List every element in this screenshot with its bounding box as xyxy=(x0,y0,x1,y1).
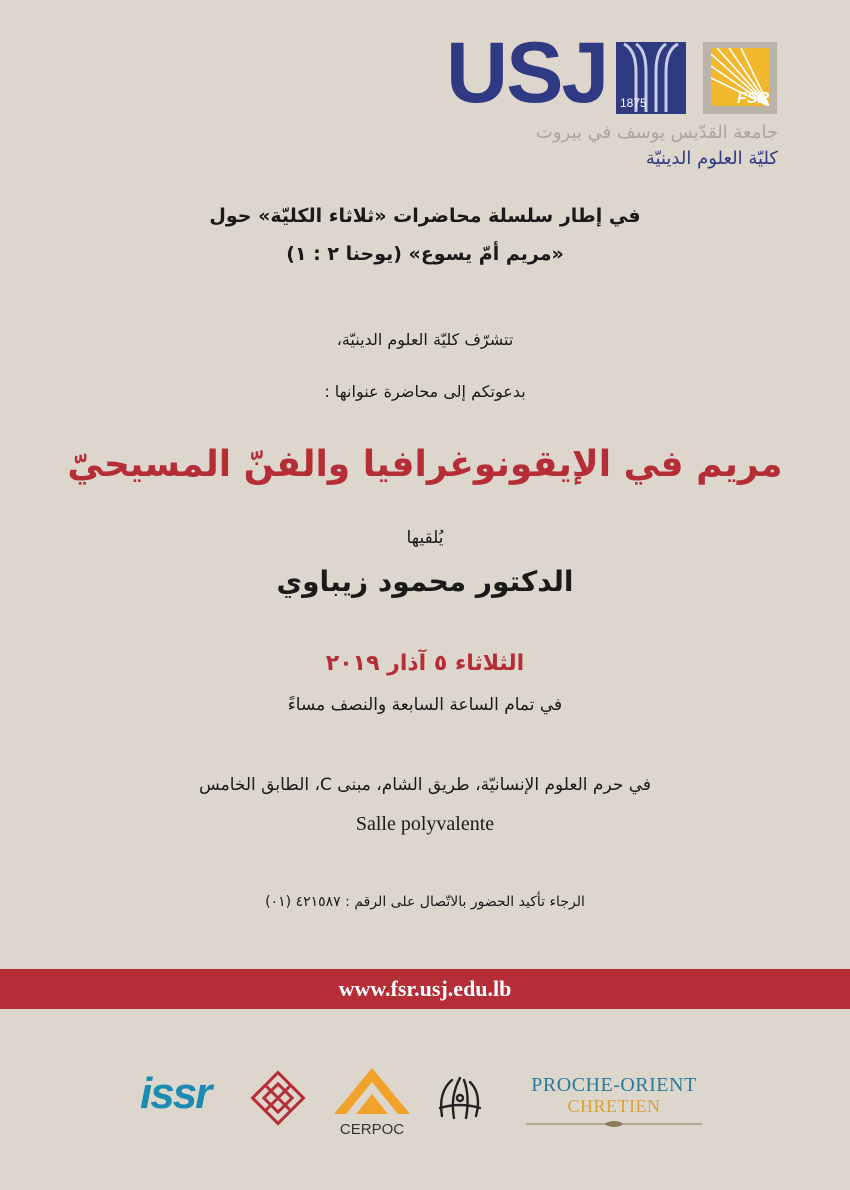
poc-line-2: CHRETIEN xyxy=(567,1096,661,1116)
cerpoc-label: CERPOC xyxy=(339,1121,405,1138)
university-name: جامعة القدّيس يوسف في بيروت xyxy=(535,122,778,143)
fsr-label: FSR xyxy=(737,90,769,107)
url-banner xyxy=(0,969,850,1009)
usj-emblem xyxy=(616,42,686,114)
speaker-name: الدكتور محمود زيباوي xyxy=(276,565,574,598)
event-time: في تمام الساعة السابعة والنصف مساءً xyxy=(287,695,563,715)
calligraphy-emblem-icon xyxy=(430,1068,490,1128)
faculty-name: كليّة العلوم الدينيّة xyxy=(645,148,778,169)
website-link[interactable]: www.fsr.usj.edu.lb xyxy=(338,976,512,1001)
poc-line-1: PROCHE-ORIENT xyxy=(531,1074,697,1096)
event-hall: Salle polyvalente xyxy=(355,813,495,835)
invite-text: بدعوتكم إلى محاضرة عنوانها : xyxy=(324,382,526,401)
issr-logo: issr xyxy=(140,1069,211,1118)
cerpoc-roof-icon xyxy=(330,1062,414,1116)
proche-orient-chretien-logo xyxy=(516,1070,712,1130)
ornament-icon xyxy=(516,1118,712,1130)
delivered-by: يُلقيها xyxy=(406,528,444,548)
lecture-title: مريم في الإيقونوغرافيا والفنّ المسيحيّ xyxy=(67,444,783,485)
event-place: في حرم العلوم الإنسانيّة، طريق الشام، مبنى C، الطابق الخامس xyxy=(198,775,652,795)
usj-logo-text: USJ xyxy=(446,25,608,121)
series-line-2: «مريم أمّ يسوع» (يوحنا ٢ : ١) xyxy=(286,243,564,265)
honor-text: تتشرّف كليّة العلوم الدينيّة، xyxy=(336,330,514,349)
series-line-1: في إطار سلسلة محاضرات «ثلاثاء الكليّة» حول xyxy=(209,205,641,227)
rsvp-text: الرجاء تأكيد الحضور بالاتّصال على الرقم : ٤٢١٥٨٧ (٠١) xyxy=(265,894,585,910)
cerpoc-logo xyxy=(330,1062,414,1138)
event-date: الثلاثاء ٥ آذار ٢٠١٩ xyxy=(325,651,525,676)
fsr-logo xyxy=(703,42,777,114)
knot-emblem-icon xyxy=(246,1066,310,1130)
founding-year: 1875 xyxy=(620,96,647,110)
